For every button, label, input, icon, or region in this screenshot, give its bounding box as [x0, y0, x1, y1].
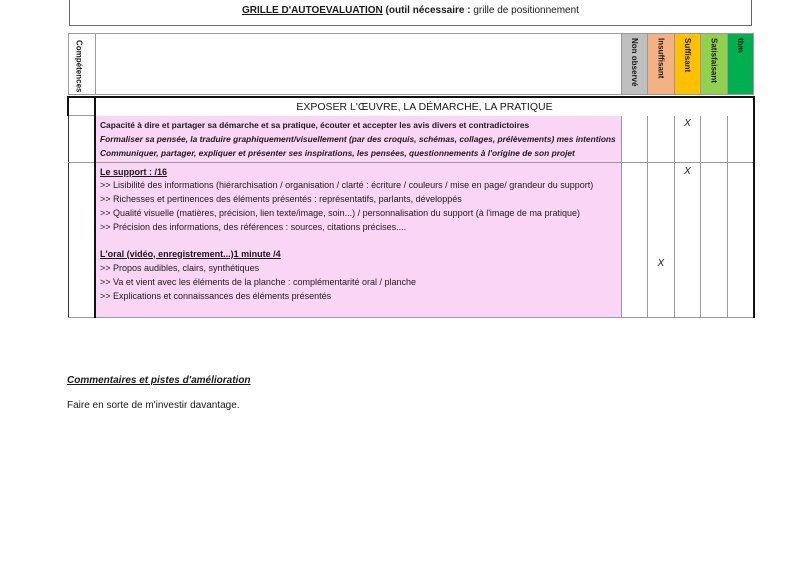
oral-item: >> Propos audibles, clairs, synthétiques [100, 262, 260, 273]
oral-item: >> Va et vient avec les éléments de la planche : complémentarité oral / planche [100, 276, 417, 287]
support-item: >> Richesses et pertinences des éléments présentés : représentatifs, parlants, développés [100, 193, 462, 204]
table-row [68, 162, 754, 317]
support-item: >> Lisibilité des informations (hiérarchisation / organisation / clarté : écriture / couleurs / mise en page/ grandeur du support) [100, 179, 594, 190]
criteria-line: Communiquer, partager, expliquer et présenter ses inspirations, les pensées, questionnements à l'origine de son projet [100, 147, 575, 158]
criteria-cell [95, 116, 621, 163]
rating-cell-tbm[interactable] [727, 162, 754, 317]
check-mark: X [657, 257, 665, 269]
section-title-row [68, 97, 754, 116]
tool-label: (outil nécessaire : [382, 5, 471, 16]
competences-label: Compétences [74, 39, 84, 93]
support-item: >> Précision des informations, des références : sources, citations précises.... [100, 221, 407, 232]
section-title: EXPOSER L'ŒUVRE, LA DÉMARCHE, LA PRATIQUE [95, 97, 754, 116]
rating-header-satisfaisant: Satisfaisant [701, 34, 728, 95]
grid-header-row [68, 34, 754, 95]
rating-cell-tbm[interactable] [727, 116, 754, 163]
criteria-cell [95, 162, 621, 317]
support-item: >> Qualité visuelle (matières, précision, lien texte/image, soin...) / personnalisation du support (à l'image de ma pratique) [100, 207, 580, 218]
rating-cell-suffisant[interactable] [674, 162, 701, 317]
rating-cell-non-observe[interactable] [621, 116, 648, 163]
rating-cell-non-observe[interactable] [621, 162, 648, 317]
row-left-cell [68, 116, 95, 163]
row-left-cell [68, 162, 95, 317]
competences-sublabel: ·········· [84, 50, 89, 66]
support-heading: Le support : /16 [100, 166, 168, 177]
tool-name: grille de positionnement [470, 5, 579, 16]
document-title-box [69, 0, 752, 26]
rating-cell-suffisant[interactable] [674, 116, 701, 163]
criteria-line: Formaliser sa pensée, la traduire graphiquement/visuellement (par des croquis, schémas, collages, prélèvements) mes intentions [100, 133, 616, 144]
rating-cell-insuffisant[interactable] [648, 162, 675, 317]
oral-item: >> Explications et connaissances des éléments présentés [100, 290, 332, 301]
check-mark: X [684, 117, 691, 129]
check-mark: X [684, 165, 691, 177]
rating-header-non-observe: Non observé [621, 34, 648, 95]
comments-heading: Commentaires et pistes d'amélioration [67, 375, 251, 386]
table-row [68, 116, 754, 163]
oral-heading: L'oral (vidéo, enregistrement...)1 minute /4 [100, 248, 281, 259]
rating-cell-satisfaisant[interactable] [701, 162, 728, 317]
rating-header-tbm: tbm [727, 34, 754, 95]
comments-text: Faire en sorte de m'investir davantage. [67, 400, 240, 411]
evaluation-grid [67, 33, 755, 318]
section-left-cell [68, 97, 95, 116]
rating-header-insuffisant: Insuffisant [648, 34, 675, 95]
grid-title: GRILLE D'AUTOEVALUATION [242, 5, 383, 16]
rating-cell-satisfaisant[interactable] [701, 116, 728, 163]
rating-cell-insuffisant[interactable] [648, 116, 675, 163]
header-blank-cell [95, 34, 621, 95]
competences-header [68, 34, 95, 95]
rating-header-suffisant: Suffisant [674, 34, 701, 95]
criteria-line: Capacité à dire et partager sa démarche et sa pratique, écouter et accepter les avis divers et contradictoires [100, 119, 530, 130]
